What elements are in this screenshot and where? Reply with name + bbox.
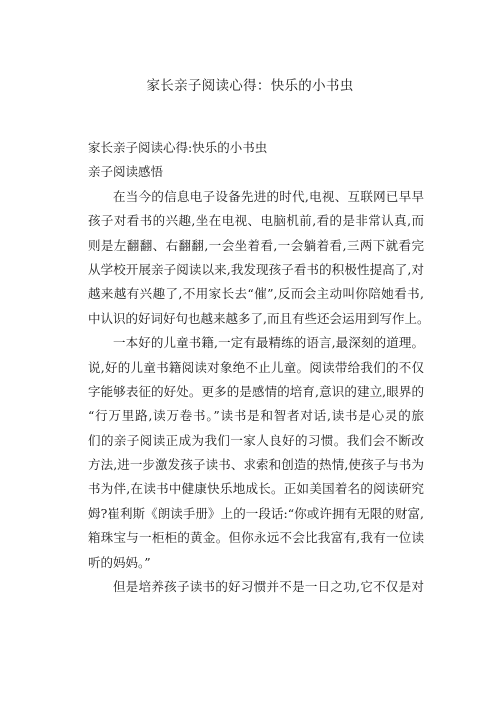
text-line: 中认识的好词好句也越来越多了,而且有些还会运用到写作上。 <box>88 310 430 326</box>
text-line: 听的妈妈。” <box>88 554 151 570</box>
paragraph-3 <box>88 575 424 599</box>
paragraph-2 <box>88 331 424 575</box>
paragraph-1 <box>88 185 430 331</box>
document-title: 家长亲子阅读心得：快乐的小书虫 <box>146 78 354 94</box>
text-line: 在当今的信息电子设备先进的时代,电视、互联网已早早 <box>113 188 424 204</box>
text-line: 则是左翻翻、右翻翻,一会坐着看,一会躺着看,三两下就看完 <box>88 237 424 253</box>
text-line: 姆?崔利斯《朗读手册》上的一段话:“你或许拥有无限的财富, <box>88 505 424 521</box>
text-line: 越来越有兴趣了,不用家长去“催”,反而会主动叫你陪她看书, <box>88 286 424 302</box>
subtitle-line: 家长亲子阅读心得:快乐的小书虫 <box>88 140 268 155</box>
text-line: 从学校开展亲子阅读以来,我发现孩子看书的积极性提高了,对 <box>88 261 424 277</box>
text-line: 但是培养孩子读书的好习惯并不是一日之功,它不仅是对 <box>113 579 424 595</box>
text-line: 一本好的儿童书籍,一定有最精练的语言,最深刻的道理。 <box>113 335 424 351</box>
document-body <box>88 136 430 599</box>
text-line: 孩子对看书的兴趣,坐在电视、电脑机前,看的是非常认真,而 <box>88 213 424 229</box>
text-line: 说,好的儿童书籍阅读对象绝不止儿童。阅读带给我们的不仅 <box>88 359 424 375</box>
section-heading: 亲子阅读感悟 <box>88 164 164 180</box>
text-line: 箱珠宝与一柜柜的黄金。但你永远不会比我富有,我有一位读 <box>88 530 424 546</box>
text-line: 字能够表征的好处。更多的是感情的培育,意识的建立,眼界的 <box>88 383 424 399</box>
text-line: 们的亲子阅读正成为我们一家人良好的习惯。我们会不断改 <box>88 432 424 448</box>
text-line: “行万里路,读万卷书。”读书是和智者对话,读书是心灵的旅 <box>88 408 424 424</box>
text-line: 方法,进一步激发孩子读书、求索和创造的热情,使孩子与书为 <box>88 457 424 473</box>
text-line: 书为伴,在读书中健康快乐地成长。正如美国着名的阅读研究 <box>88 481 424 497</box>
